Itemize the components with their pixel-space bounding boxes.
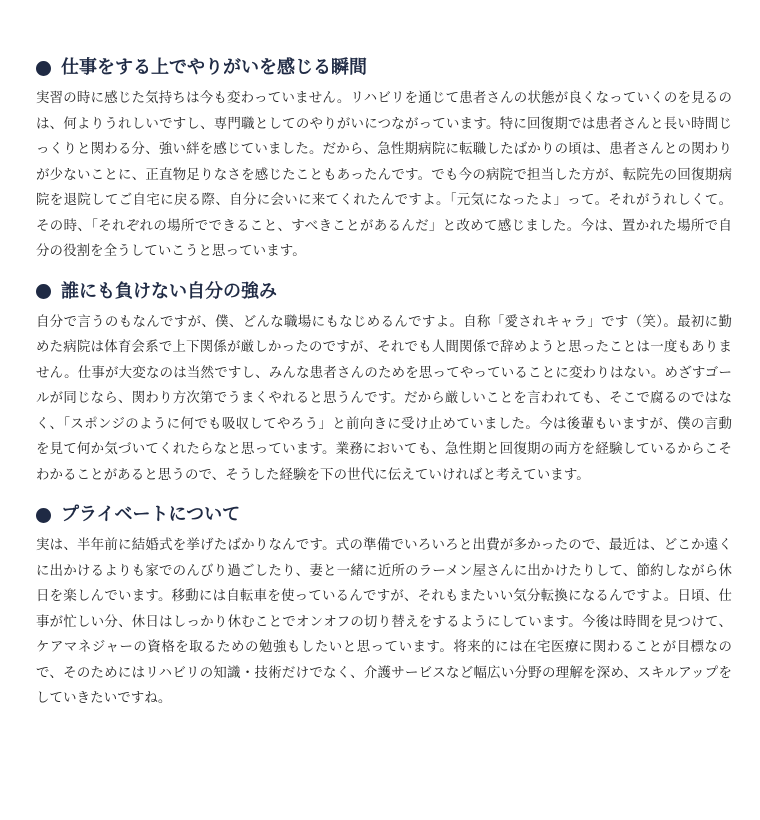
section-body: 自分で言うのもなんですが、僕、どんな職場にもなじめるんですよ。自称「愛されキャラ」です（笑）。最初に勤めた病院は体育会系で上下関係が厳しかったのですが、それでも人間関係で辞めようと思ったことは一度もありません。仕事が大変なのは当然ですし、みんな患者さんのためを思ってやっていることに変わりはない。めざすゴールが同じなら、関わり方次第でうまくやれると思うんです。だから厳しいことを言われても、そこで腐るのではなく、「スポンジのように何でも吸収してやろう」と前向きに受け止めていました。今は後輩もいますが、僕の言動を見て何か気づいてくれたらなと思っています。業務においても、急性期と回復期の両方を経験しているからこそわかることがあると思うので、そうした経験を下の世代に伝えていければと考えています。 — [36, 314, 732, 483]
bullet-dot-icon — [36, 508, 51, 523]
bullet-dot-icon — [36, 284, 51, 299]
section-body: 実習の時に感じた気持ちは今も変わっていません。リハビリを通じて患者さんの状態が良くなっていくのを見るのは、何よりうれしいですし、専門職としてのやりがいにつながっています。特に回復期では患者さんと長い時間じっくりと関わる分、強い絆を感じていました。だから、急性期病院に転職したばかりの頃は、患者さんとの関わりが少ないことに、正直物足りなさを感じたこともあったんです。でも今の病院で担当した方が、転院先の回復期病院を退院してご自宅に戻る際、自分に会いに来てくれたんですよ。「元気になったよ」って。それがうれしくて。その時、「それぞれの場所でできること、すべきことがあるんだ」と改めて感じました。今は、置かれた場所で自分の役割を全うしていこうと思っています。 — [36, 91, 732, 259]
section-heading — [36, 279, 732, 305]
section-heading-text: プライベートについて — [61, 504, 241, 525]
section-heading — [36, 55, 732, 81]
section-private-life — [36, 502, 732, 712]
section-heading-text: 誰にも負けない自分の強み — [61, 280, 277, 302]
section-body: 実は、半年前に結婚式を挙げたばかりなんです。式の準備でいろいろと出費が多かったので、最近は、どこか遠くに出かけるよりも家でのんびり過ごしたり、妻と一緒に近所のラーメン屋さんに出かけたりして、節約しながら休日を楽しんでいます。移動には自転車を使っているんですが、それもまたいい気分転換になるんですよ。日頃、仕事が忙しい分、休日はしっかり休むことでオンオフの切り替えをするようにしています。今後は時間を見つけて、ケアマネジャーの資格を取るための勉強もしたいと思っています。将来的には在宅医療に関わることが目標なので、そのためにはリハビリの知識・技術だけでなく、介護サービスなど幅広い分野の理解を深め、スキルアップをしていきたいですね。 — [36, 538, 732, 706]
bullet-dot-icon — [36, 61, 51, 76]
section-rewarding-moments — [36, 55, 732, 265]
section-heading — [36, 502, 732, 528]
section-heading-text: 仕事をする上でやりがいを感じる瞬間 — [61, 57, 367, 78]
section-strengths — [36, 279, 732, 489]
